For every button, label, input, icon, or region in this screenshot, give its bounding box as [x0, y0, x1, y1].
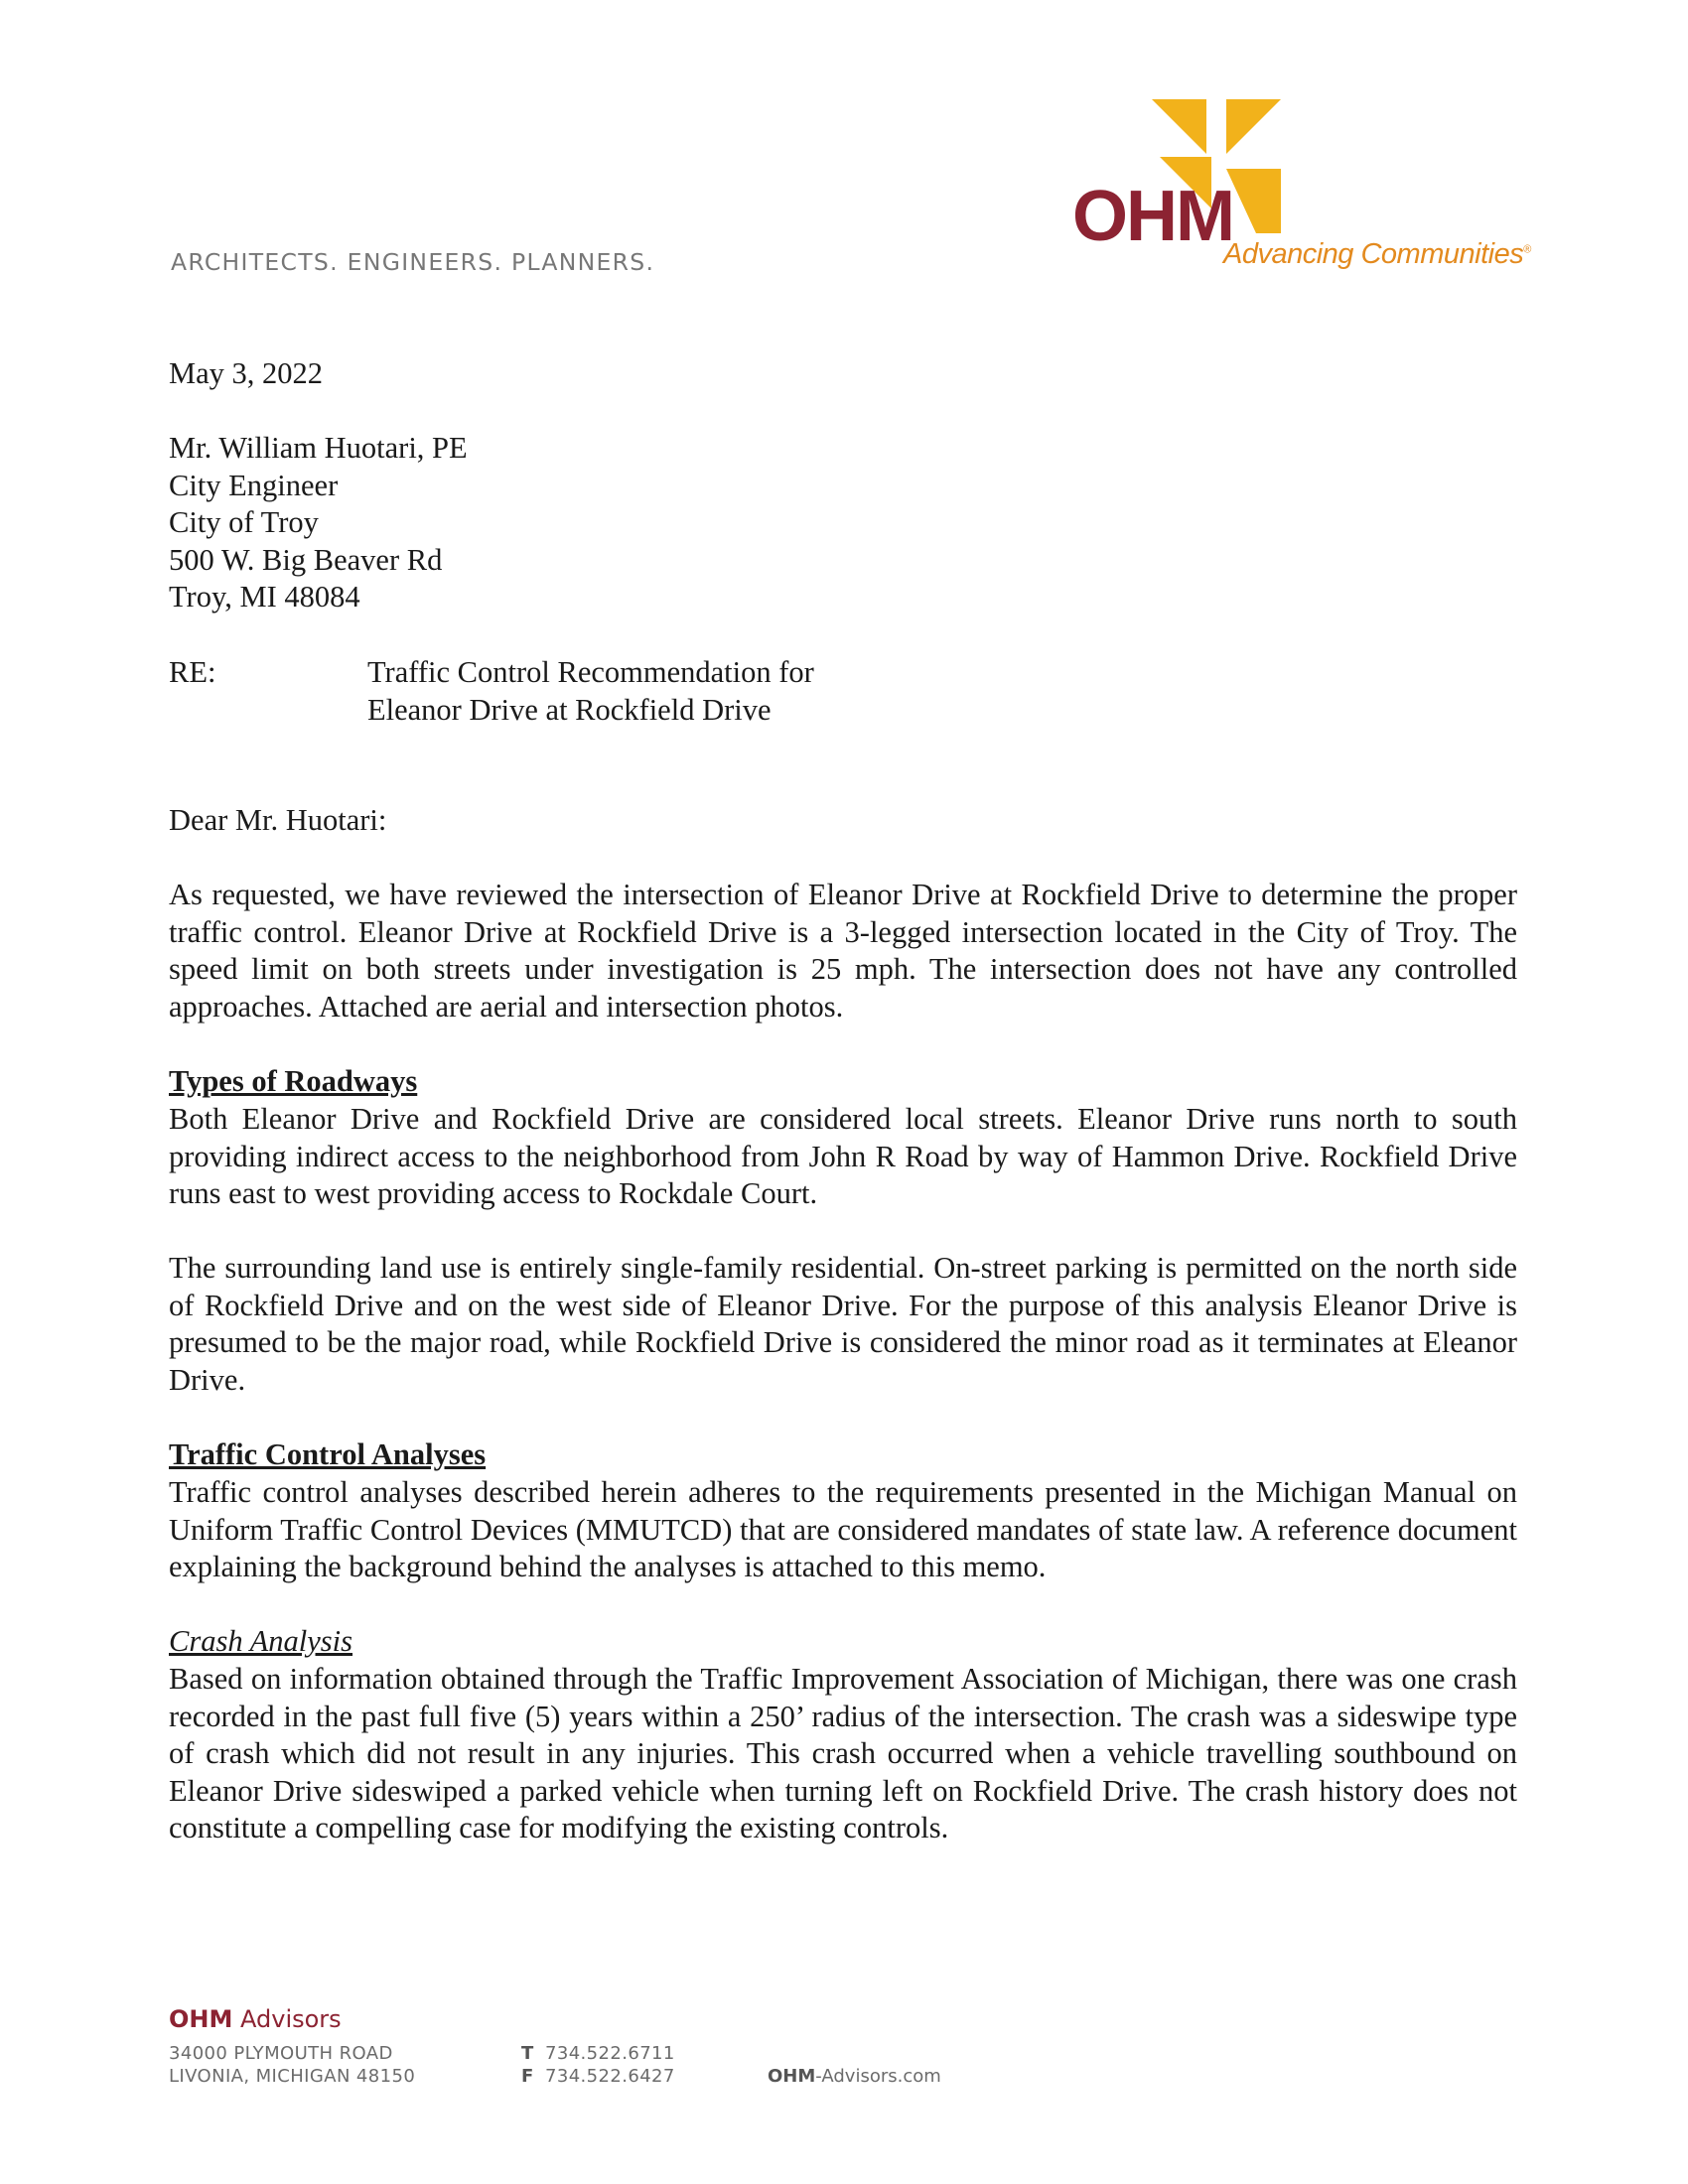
recipient-title: City Engineer: [169, 468, 339, 502]
registered-mark: ®: [1523, 243, 1531, 256]
ohm-logo: [1062, 89, 1539, 288]
analyses-paragraph: Traffic control analyses described herein adheres to the requirements presented in the Michigan Manual on Uniform Traffic Control Devices (MMUTCD) that are considered mandates of state law. A reference document explaining the background behind the analyses is attached to this memo.: [169, 1475, 1517, 1583]
subsection-heading-crash: Crash Analysis: [169, 1624, 353, 1658]
footer-brand: [169, 2007, 342, 2031]
fax-label: F: [521, 2066, 534, 2087]
section-heading-roadways: Types of Roadways: [169, 1064, 418, 1098]
recipient-street: 500 W. Big Beaver Rd: [169, 542, 443, 577]
phone-label: T: [521, 2043, 534, 2064]
land-use-paragraph: The surrounding land use is entirely single-family residential. On-street parking is permitted on the north side of Rockfield Drive and on the west side of Eleanor Drive. For the purpose of this analysis Eleanor Drive is presumed to be the major road, while Rockfield Drive is considered the minor road as it terminates at Eleanor Drive.: [169, 1251, 1517, 1397]
footer-brand-bold: OHM: [169, 2005, 233, 2033]
footer-fax: 734.522.6427: [545, 2066, 675, 2087]
recipient-name: Mr. William Huotari, PE: [169, 431, 468, 465]
letter-date: May 3, 2022: [169, 356, 324, 390]
intro-paragraph: As requested, we have reviewed the intersection of Eleanor Drive at Rockfield Drive to determine the proper traffic control. Eleanor Drive at Rockfield Drive is a 3-legged intersection located in the City of Troy. The speed limit on both streets under investigation is 25 mph. The intersection does not have any controlled approaches. Attached are aerial and intersection photos.: [169, 878, 1517, 1024]
recipient-address: [169, 430, 1517, 616]
recipient-city: Troy, MI 48084: [169, 580, 360, 614]
footer-website: [768, 2065, 941, 2088]
subject-line-1: Traffic Control Recommendation for: [367, 655, 814, 689]
footer-phone: 734.522.6711: [545, 2043, 675, 2064]
crash-paragraph: Based on information obtained through the Traffic Improvement Association of Michigan, there was one crash recorded in the past full five (5) years within a 250’ radius of the intersection. The crash was a sideswipe type of crash which did not result in any injuries. This crash occurred when a vehicle travelling southbound on Eleanor Drive sideswiped a parked vehicle when turning left on Rockfield Drive. The crash history does not constitute a compelling case for modifying the existing controls.: [169, 1662, 1517, 1844]
footer-brand-rest: Advisors: [232, 2005, 342, 2033]
roadways-paragraph: Both Eleanor Drive and Rockfield Drive are considered local streets. Eleanor Drive runs north to south providing indirect access to the neighborhood from John R Road by way of Hammon Drive. Rockfield Drive runs east to west providing access to Rockdale Court.: [169, 1102, 1517, 1210]
logo-slogan-text: Advancing Communities: [1223, 238, 1524, 270]
section-heading-analyses: Traffic Control Analyses: [169, 1437, 487, 1471]
subject-lines: [367, 654, 1261, 729]
footer-address-line-1: 34000 PLYMOUTH ROAD: [169, 2043, 393, 2064]
logo-wordmark: OHM: [1072, 177, 1233, 256]
footer-address: [169, 2042, 415, 2088]
subject-label: RE:: [169, 655, 216, 689]
footer-address-line-2: LIVONIA, MICHIGAN 48150: [169, 2066, 416, 2087]
footer-website-rest: -Advisors.com: [815, 2066, 941, 2087]
logo-slogan: [1223, 240, 1531, 269]
footer-website-bold: OHM: [768, 2066, 816, 2087]
company-tagline: ARCHITECTS. ENGINEERS. PLANNERS.: [171, 248, 655, 276]
footer-contact: [521, 2042, 675, 2088]
salutation: Dear Mr. Huotari:: [169, 803, 387, 837]
subject-line-2: Eleanor Drive at Rockfield Drive: [367, 692, 772, 727]
recipient-organization: City of Troy: [169, 505, 319, 539]
